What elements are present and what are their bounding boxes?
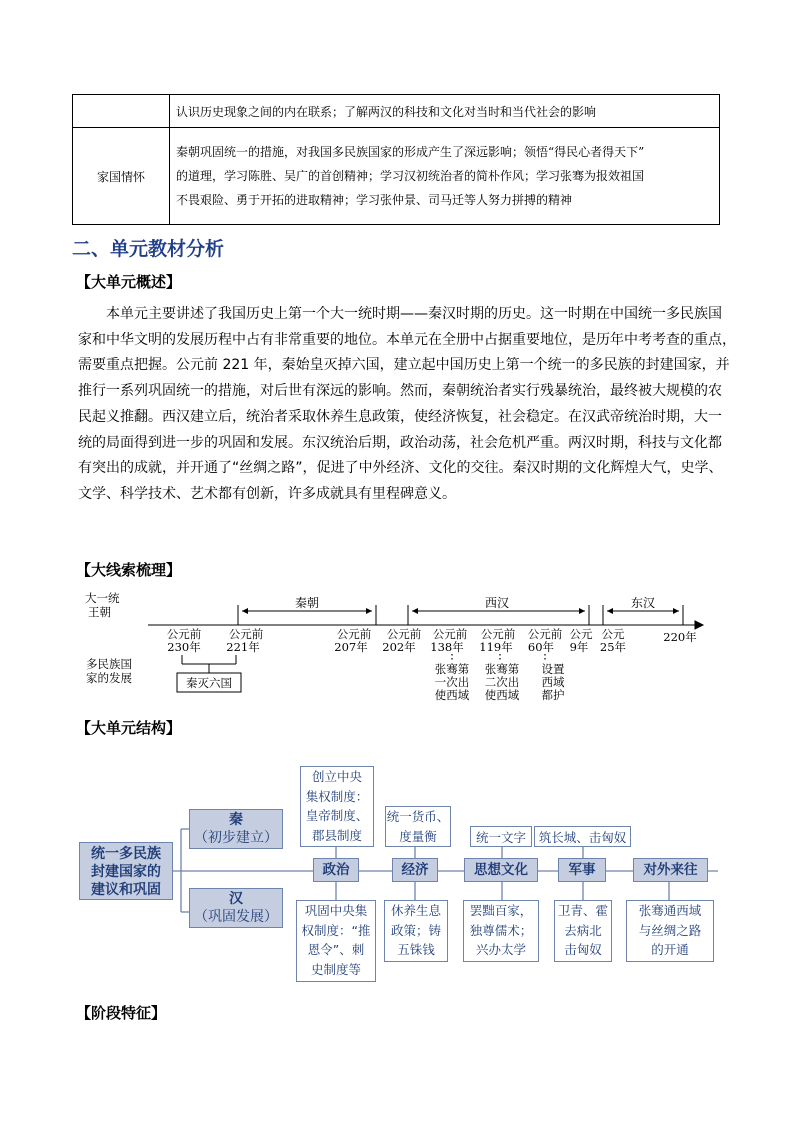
event-xy-line: 都护	[541, 688, 565, 702]
tick-label: 公元	[569, 627, 593, 641]
tick-label: 119年	[479, 640, 513, 654]
timeline-diagram	[0, 585, 794, 710]
box-line: 创立中央	[311, 769, 362, 784]
overview-line: 文学、科学技术、艺术都有创新，许多成就具有里程碑意义。	[78, 485, 456, 502]
goals-table	[72, 94, 720, 225]
event-zq2-line: 二次出	[484, 675, 520, 689]
main-line: 统一多民族	[91, 846, 161, 862]
timeline-heading: 【大线索梳理】	[76, 561, 182, 579]
section-title: 二、单元教材分析	[72, 238, 225, 260]
box-line: 皇帝制度、	[305, 808, 369, 823]
overview-line: 家和中华文明的发展历程中占有非常重要的地位。本单元在全册中占据重要地位，是历年中考考查的重点，	[78, 331, 736, 348]
node-foreign: 对外来往	[633, 858, 708, 882]
tick-label: 公元前	[166, 627, 202, 641]
box-line: 卫青、霍	[557, 903, 608, 918]
event-zq2-line: 张骞第	[484, 662, 520, 676]
qin-economy-box	[385, 806, 451, 847]
box-line: 的开通	[651, 942, 689, 957]
overview-line: 推行一系列巩固统一的措施，对后世有深远的影响。然而，秦朝统治者实行残暴统治，最终被大规模的农	[78, 383, 722, 400]
event-xy-line: 设置	[541, 662, 565, 676]
tick-label: 公元前	[386, 627, 422, 641]
tick-label: 202年	[382, 640, 416, 654]
xihan-arrow-right-icon	[579, 608, 585, 614]
box-line: 郡县制度	[311, 827, 362, 843]
han-title: 汉	[229, 891, 243, 907]
box-line: 击匈奴	[564, 942, 602, 957]
timeline-arrow-icon	[695, 621, 703, 629]
box-line: 恩令”、刺	[307, 942, 365, 957]
qin-box	[189, 809, 283, 849]
tick-label: 207年	[334, 640, 368, 654]
box-line: 兴办太学	[475, 942, 526, 957]
goals-line: 秦朝巩固统一的措施，对我国多民族国家的形成产生了深远影响；领悟“得民心者得天下”	[176, 145, 645, 159]
tick-label: 138年	[430, 640, 464, 654]
donghan-arrow-right-icon	[673, 608, 679, 614]
row-label-nation-2: 家的发展	[86, 671, 132, 685]
period-donghan: 东汉	[630, 596, 656, 610]
tick-label: 公元前	[527, 627, 563, 641]
event-zq1-line: 一次出	[434, 675, 470, 689]
tick-label: 公元	[601, 627, 625, 641]
main-line: 封建国家的	[91, 864, 161, 880]
period-xihan: 西汉	[484, 596, 510, 610]
han-politics-box	[296, 900, 376, 982]
node-economy: 经济	[392, 858, 438, 882]
overview-heading: 【大单元概述】	[76, 273, 182, 291]
tick-label: 220年	[663, 630, 697, 644]
box-line: 独尊儒术；	[469, 922, 533, 938]
xihan-arrow-left-icon	[412, 608, 418, 614]
node-military: 军事	[558, 858, 606, 882]
han-subtitle: （巩固发展）	[194, 909, 278, 925]
event-zq2-line: 使西域	[484, 688, 520, 702]
tick-label: 9年	[569, 640, 589, 654]
box-line: 权制度：“推	[301, 922, 371, 938]
box-line: 五铢钱	[397, 942, 435, 957]
qin-culture-box: 统一文字	[470, 826, 532, 847]
event-xy-line: 西域	[541, 675, 565, 689]
tick-label: 221年	[226, 640, 260, 654]
box-line: 史制度等	[310, 961, 361, 977]
han-foreign-box	[626, 900, 714, 962]
overview-line: 民起义推翻。西汉建立后，统治者采取休养生息政策，使经济恢复，社会稳定。在汉武帝统治时期，大一	[78, 408, 722, 425]
node-politics: 政治	[313, 858, 359, 882]
box-line: 巩固中央集	[304, 903, 368, 918]
overview-line: 有突出的成就，并开通了“丝绸之路”，促进了中外经济、文化的交往。秦汉时期的文化辉煌大气，史学、	[78, 460, 723, 477]
tick-label: 公元前	[432, 627, 468, 641]
tick-label: 公元前	[480, 627, 516, 641]
qin-arrow-right-icon	[366, 608, 372, 614]
box-line: 去病北	[564, 922, 602, 938]
stage-heading: 【阶段特征】	[76, 1004, 167, 1022]
qin-subtitle: （初步建立）	[194, 830, 278, 846]
han-economy-box	[384, 900, 448, 962]
goals-line: 不畏艰险、勇于开拓的进取精神；学习张仲景、司马迁等人努力拼搏的精神	[176, 193, 573, 207]
tick-label: 230年	[167, 640, 201, 654]
event-zq1-line: 使西域	[434, 688, 470, 702]
goals-row-1	[73, 95, 720, 128]
donghan-arrow-left-icon	[607, 608, 613, 614]
tick-label: 公元前	[228, 627, 264, 641]
overview-paragraph	[78, 302, 736, 508]
structure-heading: 【大单元结构】	[76, 719, 182, 737]
event-qin-text: 秦灭六国	[186, 676, 232, 690]
node-culture: 思想文化	[464, 858, 538, 882]
row-label-dynasty-1: 大一统	[85, 591, 120, 605]
box-line: 罢黜百家，	[469, 903, 533, 918]
tick-label: 60年	[527, 640, 555, 654]
box-line: 与丝绸之路	[638, 922, 702, 938]
goals-row-2-label: 家国情怀	[73, 128, 170, 225]
row-label-dynasty-2: 王朝	[88, 605, 111, 619]
han-military-box	[554, 900, 612, 962]
goals-row-1-label	[73, 95, 170, 128]
box-line: 政策；铸	[390, 922, 441, 938]
goals-row-1-text: 认识历史现象之间的内在联系；了解两汉的科技和文化对当时和当代社会的影响	[170, 95, 720, 128]
tick-label: 公元前	[336, 627, 372, 641]
goals-row-2	[73, 128, 720, 225]
period-qin: 秦朝	[294, 596, 320, 610]
han-culture-box	[463, 900, 539, 962]
overview-line: 统的局面得到进一步的巩固和发展。东汉统治后期，政治动荡，社会危机严重。两汉时期，科技与文化都	[78, 434, 722, 451]
qin-politics-box	[300, 766, 374, 847]
box-line: 张骞通西域	[638, 903, 702, 918]
structure-main-box	[79, 842, 173, 900]
goals-line: 的道理，学习陈胜、吴广的首创精神；学习汉初统治者的简朴作风；学习张骞为报效祖国	[176, 169, 645, 183]
qin-arrow-left-icon	[242, 608, 248, 614]
main-line: 建议和巩固	[91, 882, 161, 898]
goals-row-2-text	[170, 128, 720, 225]
qin-military-box: 筑长城、击匈奴	[534, 826, 631, 847]
qin-title: 秦	[229, 812, 243, 828]
tick-label: 25年	[599, 640, 627, 654]
box-line: 休养生息	[390, 903, 441, 918]
box-line: 统一货币、	[386, 809, 450, 824]
box-line: 度量衡	[399, 828, 437, 844]
event-zq1-line: 张骞第	[434, 662, 470, 676]
overview-line: 需要重点把握。公元前 221 年，秦始皇灭掉六国，建立起中国历史上第一个统一的多民族的封建国家，并	[78, 357, 730, 374]
han-box	[189, 888, 283, 928]
row-label-nation-1: 多民族国	[86, 657, 132, 671]
overview-line: 本单元主要讲述了我国历史上第一个大一统时期——秦汉时期的历史。这一时期在中国统一多民族国	[106, 306, 722, 322]
box-line: 集权制度：	[305, 788, 369, 804]
